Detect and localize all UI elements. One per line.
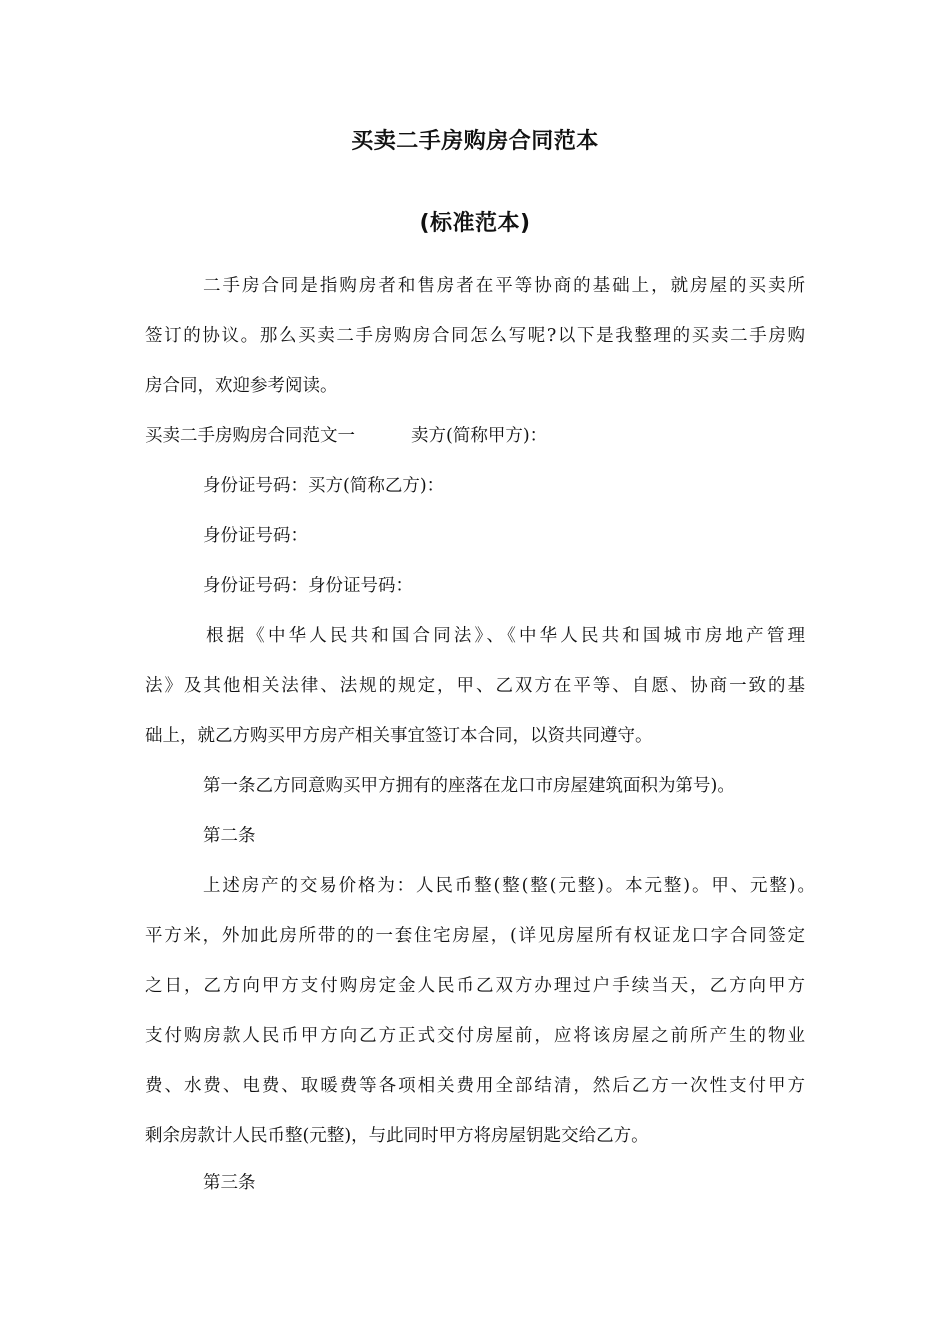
article-2-line: 上述房产的交易价格为：人民币整(整(整(元整)。本元整)。甲、元整)。 (203, 876, 815, 896)
party-line: 身份证号码： (203, 526, 308, 546)
party-line: 身份证号码：身份证号码： (203, 576, 413, 596)
intro-line: 房合同，欢迎参考阅读。 (145, 376, 338, 396)
article-2-heading: 第二条 (203, 826, 256, 846)
basis-line: 法》及其他相关法律、法规的规定，甲、乙双方在平等、自愿、协商一致的基 (145, 676, 805, 696)
document-subtitle: (标准范本) (419, 211, 531, 236)
party-line: 身份证号码：买方(简称乙方)： (203, 476, 445, 496)
article-2-line: 之日，乙方向甲方支付购房定金人民币乙双方办理过户手续当天，乙方向甲方 (145, 976, 805, 996)
article-2-line: 支付购房款人民币甲方向乙方正式交付房屋前，应将该房屋之前所产生的物业 (145, 1026, 805, 1046)
article-2-line: 费、水费、电费、取暖费等各项相关费用全部结清，然后乙方一次性支付甲方 (145, 1076, 805, 1096)
intro-line: 签订的协议。那么买卖二手房购房合同怎么写呢?以下是我整理的买卖二手房购 (145, 326, 805, 346)
basis-line: 础上，就乙方购买甲方房产相关事宜签订本合同，以资共同遵守。 (145, 726, 653, 746)
article-2-line: 平方米，外加此房所带的的一套住宅房屋，(详见房屋所有权证龙口字合同签定 (145, 926, 805, 946)
sample-heading-line (145, 425, 547, 447)
intro-line: 二手房合同是指购房者和售房者在平等协商的基础上，就房屋的买卖所 (203, 276, 805, 296)
article-3-heading: 第三条 (203, 1173, 256, 1193)
basis-line: 根据《中华人民共和国合同法》、《中华人民共和国城市房地产管理 (206, 626, 805, 646)
document-title: 买卖二手房购房合同范本 (351, 129, 599, 154)
sample-heading: 买卖二手房购房合同范文一 (145, 426, 355, 446)
article-2-line: 剩余房款计人民币整(元整)，与此同时甲方将房屋钥匙交给乙方。 (145, 1126, 649, 1146)
article-1: 第一条乙方同意购买甲方拥有的座落在龙口市房屋建筑面积为第号)。 (203, 776, 735, 796)
seller-label: 卖方(简称甲方)： (411, 426, 548, 446)
